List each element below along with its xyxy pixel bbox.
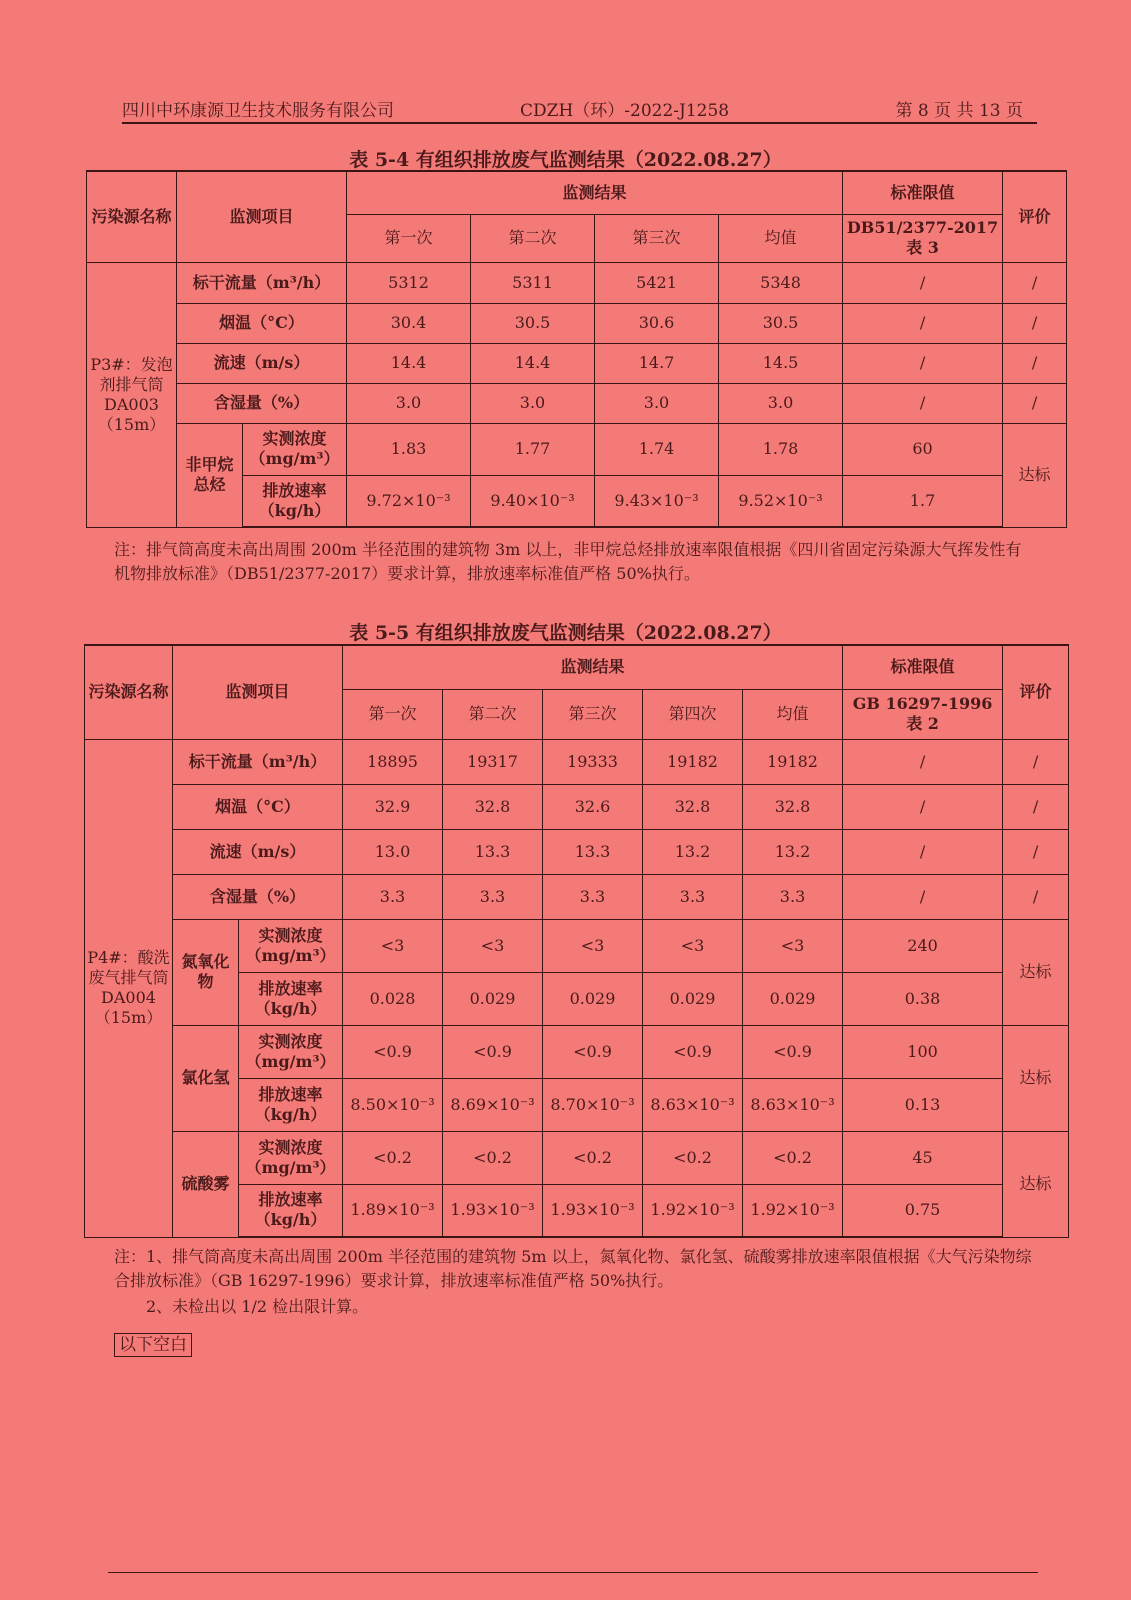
table1-note: 注：排气筒高度未高出周围 200m 半径范围的建筑物 3m 以上，非甲烷总烃排放速率限值根据《四川省固定污染源大气挥发性有机物排放标准》（DB51/2377-2017）要求计算，排放速率标准值严格 50%执行。 [114,540,1022,583]
table2-cell: 0.029 [443,972,543,1025]
table2-cell: <0.2 [543,1131,643,1184]
table2-eval: / [1003,739,1069,784]
table2-cell: 32.9 [343,784,443,829]
table2-limit: 45 [843,1131,1003,1184]
table1-cell: 5312 [347,262,471,303]
table1-eval: / [1003,262,1067,303]
table2-h-item: 监测项目 [173,645,343,739]
table2-cell: 1.93×10⁻³ [543,1184,643,1237]
table2-conc-label: 实测浓度（mg/m³） [239,1025,343,1078]
table2-cell: 1.93×10⁻³ [443,1184,543,1237]
table1-cell: 5348 [719,262,843,303]
table1-row-label: 烟温（°C） [177,303,347,343]
table1-standard-ref: DB51/2377-2017 表 3 [843,214,1003,262]
table1-limit: / [843,262,1003,303]
table1-cell: 30.4 [347,303,471,343]
table1-pollutant-eval: 达标 [1003,423,1067,527]
table1-row-label: 流速（m/s） [177,343,347,383]
table1-run-3: 第三次 [595,214,719,262]
table1-h-item: 监测项目 [177,171,347,262]
table2-conc-label: 实测浓度（mg/m³） [239,919,343,972]
table2-run-avg: 均值 [743,689,843,739]
table2-conc-label: 实测浓度（mg/m³） [239,1131,343,1184]
table1-run-1: 第一次 [347,214,471,262]
table2-source-name: P4#：酸洗废气排气筒 DA004（15m） [85,739,173,1237]
table2-cell: 1.92×10⁻³ [643,1184,743,1237]
table2-cell: 13.0 [343,829,443,874]
table2-cell: <3 [443,919,543,972]
table1-limit: / [843,303,1003,343]
page-header [122,94,1037,124]
table2-cell: 3.3 [643,874,743,919]
table1-h-results: 监测结果 [347,171,843,214]
table2-note-1: 注：1、排气筒高度未高出周围 200m 半径范围的建筑物 5m 以上，氮氧化物、氯化氢、硫酸雾排放速率限值根据《大气污染物综合排放标准》（GB 16297-1996）要求计算，排放速率标准值严格 50%执行。 [114,1247,1032,1290]
table1-h-source: 污染源名称 [87,171,177,262]
table2-cell: 3.3 [543,874,643,919]
table1-cell: 14.4 [347,343,471,383]
table2-cell: 3.3 [343,874,443,919]
blank-below-stamp: 以下空白 [114,1333,192,1357]
table2-cell: 1.89×10⁻³ [343,1184,443,1237]
table2-run-3: 第三次 [543,689,643,739]
table2-limit: 0.13 [843,1078,1003,1131]
table1-cell: 9.43×10⁻³ [595,475,719,527]
table1-run-2: 第二次 [471,214,595,262]
table2-cell: <0.9 [443,1025,543,1078]
table1-caption: 表 5-4 有组织排放废气监测结果（2022.08.27） [349,149,782,171]
table2-cell: 0.029 [643,972,743,1025]
table2-pollutant-name: 硫酸雾 [173,1131,239,1237]
table1-conc-label: 实测浓度（mg/m³） [243,423,347,475]
table2-pollutant-eval: 达标 [1003,1131,1069,1237]
table2-rate-label: 排放速率（kg/h） [239,972,343,1025]
table2-pollutant-eval: 达标 [1003,1025,1069,1131]
table2-rate-label: 排放速率（kg/h） [239,1078,343,1131]
table2-cell: <0.9 [343,1025,443,1078]
table1-run-avg: 均值 [719,214,843,262]
table2-cell: 3.3 [443,874,543,919]
table2-cell: <0.2 [343,1131,443,1184]
table2-cell: <0.9 [543,1025,643,1078]
table2-limit: 0.75 [843,1184,1003,1237]
table2-eval: / [1003,829,1069,874]
table2-cell: 18895 [343,739,443,784]
table1-cell: 3.0 [719,383,843,423]
table1-h-standard: 标准限值 [843,171,1003,214]
table2-limit: / [843,874,1003,919]
table2-cell: 8.70×10⁻³ [543,1078,643,1131]
table2-cell: 19182 [643,739,743,784]
table1-cell: 3.0 [595,383,719,423]
table2-cell: <0.2 [743,1131,843,1184]
table1-cell: 9.72×10⁻³ [347,475,471,527]
table2-cell: 0.029 [543,972,643,1025]
table2-h-standard: 标准限值 [843,645,1003,689]
table2-row-label: 流速（m/s） [173,829,343,874]
table2-cell: 19182 [743,739,843,784]
table1-limit: / [843,383,1003,423]
table2-cell: <0.2 [643,1131,743,1184]
table2-cell: 8.69×10⁻³ [443,1078,543,1131]
table1-limit: 1.7 [843,475,1003,527]
table1-cell: 3.0 [347,383,471,423]
table1-cell: 5421 [595,262,719,303]
table1-cell: 5311 [471,262,595,303]
table1-cell: 30.5 [471,303,595,343]
table2-row-label: 烟温（°C） [173,784,343,829]
header-page-number: 第 8 页 共 13 页 [895,101,1023,121]
table1-cell: 1.78 [719,423,843,475]
table2-cell: 13.2 [743,829,843,874]
table1-cell: 1.74 [595,423,719,475]
table2-limit: / [843,784,1003,829]
table2-cell: 1.92×10⁻³ [743,1184,843,1237]
footer-rule [108,1572,1038,1573]
table1-cell: 1.83 [347,423,471,475]
table2-cell: <3 [743,919,843,972]
table2-cell: 32.8 [443,784,543,829]
table1-cell: 30.6 [595,303,719,343]
table1-row-label: 标干流量（m³/h） [177,262,347,303]
table2-caption: 表 5-5 有组织排放废气监测结果（2022.08.27） [349,622,782,644]
table2-row-label: 标干流量（m³/h） [173,739,343,784]
table2-limit: 0.38 [843,972,1003,1025]
table2-cell: <3 [543,919,643,972]
table2-cell: <0.2 [443,1131,543,1184]
table1-limit: / [843,343,1003,383]
table2-cell: <0.9 [743,1025,843,1078]
table2-row-label: 含湿量（%） [173,874,343,919]
table2-cell: 0.029 [743,972,843,1025]
table1-eval: / [1003,343,1067,383]
table2-eval: / [1003,784,1069,829]
table2-h-results: 监测结果 [343,645,843,689]
table1-row-label: 含湿量（%） [177,383,347,423]
table2-h-source: 污染源名称 [85,645,173,739]
table2-cell: 0.028 [343,972,443,1025]
table2-run-2: 第二次 [443,689,543,739]
table2-cell: 13.3 [543,829,643,874]
table2-cell: 32.6 [543,784,643,829]
table2-h-eval: 评价 [1003,645,1069,739]
table2-pollutant-name: 氯化氢 [173,1025,239,1131]
table2-standard-ref: GB 16297-1996 表 2 [843,689,1003,739]
table2-limit: / [843,829,1003,874]
table2-limit: / [843,739,1003,784]
table1-eval: / [1003,303,1067,343]
header-org: 四川中环康源卫生技术服务有限公司 [122,101,394,121]
table2-cell: 8.50×10⁻³ [343,1078,443,1131]
header-report-code: CDZH（环）-2022-J1258 [520,101,730,121]
table2-cell: <3 [643,919,743,972]
table2-eval: / [1003,874,1069,919]
table1-cell: 30.5 [719,303,843,343]
table1-h-eval: 评价 [1003,171,1067,262]
table2-cell: 8.63×10⁻³ [743,1078,843,1131]
table1 [86,170,1067,528]
table2-cell: 13.2 [643,829,743,874]
table2-cell: 19333 [543,739,643,784]
table1-cell: 9.52×10⁻³ [719,475,843,527]
table2-note-2: 2、未检出以 1/2 检出限计算。 [146,1297,369,1316]
table1-cell: 14.7 [595,343,719,383]
table2-cell: <0.9 [643,1025,743,1078]
table2 [84,644,1069,1238]
table2-cell: 32.8 [743,784,843,829]
table2-run-1: 第一次 [343,689,443,739]
table2-cell: <3 [343,919,443,972]
table2-cell: 19317 [443,739,543,784]
table1-cell: 3.0 [471,383,595,423]
table1-limit: 60 [843,423,1003,475]
table2-cell: 13.3 [443,829,543,874]
table2-cell: 3.3 [743,874,843,919]
table2-cell: 8.63×10⁻³ [643,1078,743,1131]
table1-cell: 14.4 [471,343,595,383]
table2-limit: 240 [843,919,1003,972]
table2-pollutant-eval: 达标 [1003,919,1069,1025]
table1-source-name: P3#：发泡剂排气筒 DA003（15m） [87,262,177,527]
table2-pollutant-name: 氮氧化物 [173,919,239,1025]
table1-cell: 9.40×10⁻³ [471,475,595,527]
table2-run-4: 第四次 [643,689,743,739]
table2-limit: 100 [843,1025,1003,1078]
table1-pollutant-name: 非甲烷总烃 [177,423,243,527]
table1-cell: 1.77 [471,423,595,475]
table2-rate-label: 排放速率（kg/h） [239,1184,343,1237]
table1-rate-label: 排放速率（kg/h） [243,475,347,527]
table2-cell: 32.8 [643,784,743,829]
table1-cell: 14.5 [719,343,843,383]
table1-eval: / [1003,383,1067,423]
